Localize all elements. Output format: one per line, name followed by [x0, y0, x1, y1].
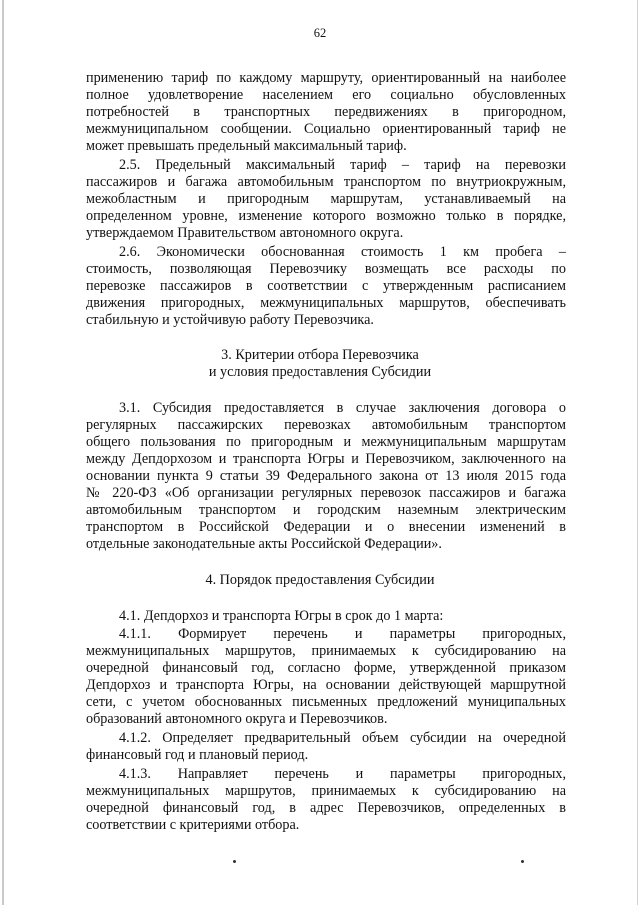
- scan-speck: [233, 860, 236, 863]
- body-text-line: очередной финансовый год, в адрес Перевозчиков, определенных в: [86, 800, 566, 816]
- body-text-line: утверждаемом Правительством автономного округа.: [86, 225, 404, 241]
- body-text-line: 4.1.1. Формирует перечень и параметры пригородных,: [119, 626, 566, 642]
- body-text-line: межмуниципальном сообщении. Социально ориентированный тариф не: [86, 121, 566, 137]
- body-text-line: 4.1. Депдорхоз и транспорта Югры в срок до 1 марта:: [119, 608, 444, 624]
- scan-speck: [521, 860, 524, 863]
- body-text-line: пассажиров и багажа автомобильным транспортом по внутриокружным,: [86, 174, 566, 190]
- body-text-line: очередной финансовый год, согласно форме, утвержденной приказом: [86, 660, 566, 676]
- body-text-line: межмуниципальных маршрутов, принимаемых к субсидированию на: [86, 783, 566, 799]
- body-text-line: потребностей в транспортных передвижениях в пригородном,: [86, 104, 566, 120]
- body-text-line: межобластным и пригородным маршрутам, устанавливаемый на: [86, 191, 566, 207]
- body-text-line: применению тариф по каждому маршруту, ориентированный на наиболее: [86, 70, 566, 86]
- body-text-line: полное удовлетворение населением его социально обусловленных: [86, 87, 566, 103]
- scan-edge-right: [637, 0, 638, 905]
- page-number: 62: [313, 26, 327, 40]
- section-heading-line: 3. Критерии отбора Перевозчика: [221, 347, 419, 363]
- body-text-line: автомобильным транспортом и городским наземным электрическим: [86, 502, 566, 518]
- body-text-line: между Депдорхозом и транспорта Югры и Перевозчиком, заключенного на: [86, 451, 566, 467]
- body-text-line: межмуниципальных маршрутов, принимаемых к субсидированию на: [86, 643, 566, 659]
- body-text-line: основании пункта 9 статьи 39 Федерального закона от 13 июля 2015 года: [86, 468, 566, 484]
- body-text-line: № 220-ФЗ «Об организации регулярных перевозок пассажиров и багажа: [86, 485, 566, 501]
- body-text-line: движения пригородных, межмуниципальных маршрутов, обеспечивать: [86, 295, 566, 311]
- body-text-line: 4.1.3. Направляет перечень и параметры пригородных,: [119, 766, 566, 782]
- body-text-line: образований автономного округа и Перевозчиков.: [86, 711, 388, 727]
- body-text-line: 2.5. Предельный максимальный тариф – тариф на перевозки: [119, 157, 566, 173]
- body-text-line: 4.1.2. Определяет предварительный объем субсидии на очередной: [119, 730, 566, 746]
- body-text-line: общего пользования по пригородным и межмуниципальным маршрутам: [86, 434, 566, 450]
- body-text-line: транспортом в Российской Федерации и о внесении изменений в: [86, 519, 566, 535]
- body-text-line: финансовый год и плановый период.: [86, 747, 309, 763]
- body-text-line: может превышать предельный максимальный тариф.: [86, 138, 407, 154]
- body-text-line: перевозке пассажиров в соответствии с утвержденным расписанием: [86, 278, 566, 294]
- body-text-line: 2.6. Экономически обоснованная стоимость 1 км пробега –: [119, 244, 566, 260]
- body-text-line: соответствии с критериями отбора.: [86, 817, 300, 833]
- body-text-line: отдельные законодательные акты Российской Федерации».: [86, 536, 442, 552]
- body-text-line: стоимость, позволяющая Перевозчику возмещать все расходы по: [86, 261, 566, 277]
- body-text-line: стабильную и устойчивую работу Перевозчика.: [86, 312, 374, 328]
- scan-edge-left: [2, 0, 4, 905]
- body-text-line: сети, с учетом обоснованных письменных предложений муниципальных: [86, 694, 566, 710]
- body-text-line: 3.1. Субсидия предоставляется в случае заключения договора о: [119, 400, 566, 416]
- body-text-line: определенном уровне, изменение которого возможно только в порядке,: [86, 208, 566, 224]
- body-text-line: регулярных пассажирских перевозках автомобильным транспортом: [86, 417, 566, 433]
- section-heading-line: 4. Порядок предоставления Субсидии: [205, 572, 435, 588]
- section-heading-line: и условия предоставления Субсидии: [208, 364, 432, 380]
- body-text-line: Депдорхоз и транспорта Югры, на основании действующей маршрутной: [86, 677, 566, 693]
